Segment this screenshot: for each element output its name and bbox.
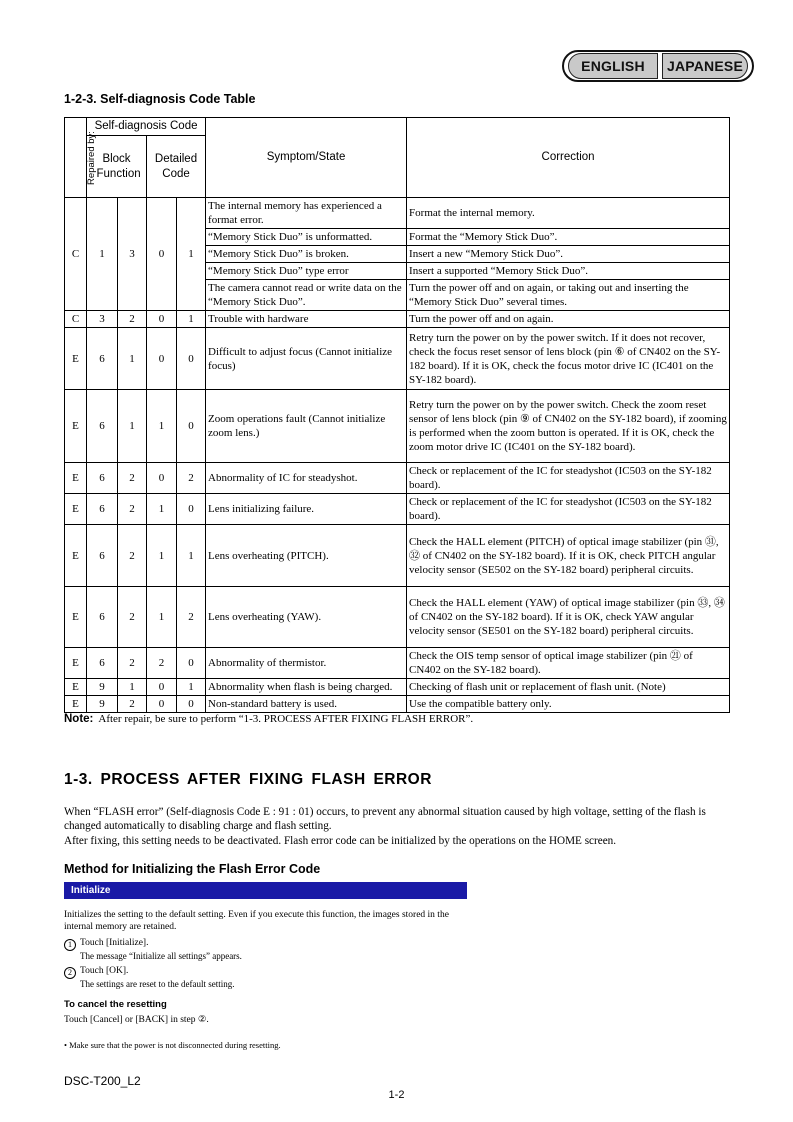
block-code-cell: 6 <box>87 648 118 679</box>
block-code-cell: 2 <box>118 525 147 587</box>
detailed-code-cell: 0 <box>177 648 206 679</box>
block-code-cell: 2 <box>118 696 147 713</box>
symptom-cell: The internal memory has experienced a format error. <box>206 198 407 229</box>
repaired-by-cell: E <box>65 648 87 679</box>
table-row <box>65 463 730 494</box>
block-code-cell: 6 <box>87 587 118 648</box>
block-code-cell: 6 <box>87 463 118 494</box>
repaired-by-cell: E <box>65 525 87 587</box>
symptom-cell: “Memory Stick Duo” is broken. <box>206 246 407 263</box>
intro-paragraph: When “FLASH error” (Self-diagnosis Code E : 91 : 01) occurs, to prevent any abnormal situation caused by high voltage, setting of the flash is changed automatically to disabling charge and flash setting. <box>64 806 706 832</box>
repair-note: Note: After repair, be sure to perform “1-3. PROCESS AFTER FIXING FLASH ERROR”. <box>64 713 474 725</box>
detailed-code-cell: 0 <box>147 679 177 696</box>
table-row <box>65 494 730 525</box>
table-row <box>65 525 730 587</box>
detailed-code-cell: 1 <box>177 679 206 696</box>
correction-cell: Check or replacement of the IC for steadyshot (IC503 on the SY-182 board). <box>407 494 730 525</box>
section-heading: 1-3. PROCESS AFTER FIXING FLASH ERROR <box>64 771 432 788</box>
detailed-code-cell: 2 <box>177 587 206 648</box>
symptom-cell: Abnormality of IC for steadyshot. <box>206 463 407 494</box>
block-code-cell: 6 <box>87 390 118 463</box>
symptom-cell: Lens initializing failure. <box>206 494 407 525</box>
correction-cell: Format the “Memory Stick Duo”. <box>407 229 730 246</box>
cancel-text: Touch [Cancel] or [BACK] in step ②. <box>64 1015 209 1025</box>
block-code-cell: 2 <box>118 648 147 679</box>
block-function-header: Block Function <box>87 136 147 198</box>
step-1-sub: The message “Initialize all settings” appears. <box>80 951 242 961</box>
step-1: 1 Touch [Initialize]. <box>64 937 148 951</box>
correction-cell: Turn the power off and on again. <box>407 311 730 328</box>
symptom-cell: Abnormality when flash is being charged. <box>206 679 407 696</box>
symptom-cell: “Memory Stick Duo” is unformatted. <box>206 229 407 246</box>
symptom-cell: Lens overheating (PITCH). <box>206 525 407 587</box>
repaired-by-cell: C <box>65 198 87 311</box>
detailed-code-cell: 1 <box>147 390 177 463</box>
detailed-code-cell: 2 <box>147 648 177 679</box>
table-row <box>65 311 730 328</box>
table-row <box>65 198 730 229</box>
correction-header: Correction <box>407 118 730 198</box>
step-2: 2 Touch [OK]. <box>64 965 128 979</box>
block-code-cell: 2 <box>118 311 147 328</box>
correction-cell: Insert a new “Memory Stick Duo”. <box>407 246 730 263</box>
detailed-code-cell: 0 <box>177 494 206 525</box>
section-title: 1-2-3. Self-diagnosis Code Table <box>64 92 256 106</box>
detailed-code-cell: 1 <box>147 494 177 525</box>
detailed-code-cell: 1 <box>177 198 206 311</box>
detailed-code-cell: 0 <box>147 696 177 713</box>
symptom-header: Symptom/State <box>206 118 407 198</box>
repaired-by-cell: E <box>65 696 87 713</box>
symptom-cell: Lens overheating (YAW). <box>206 587 407 648</box>
block-code-cell: 6 <box>87 328 118 390</box>
symptom-cell: Trouble with hardware <box>206 311 407 328</box>
correction-cell: Check or replacement of the IC for steadyshot (IC503 on the SY-182 board). <box>407 463 730 494</box>
detailed-code-cell: 0 <box>177 696 206 713</box>
english-button[interactable]: ENGLISH <box>568 53 658 79</box>
model-number: DSC-T200_L2 <box>64 1074 141 1088</box>
correction-cell: Checking of flash unit or replacement of flash unit. (Note) <box>407 679 730 696</box>
detailed-code-cell: 0 <box>147 463 177 494</box>
detailed-code-cell: 2 <box>177 463 206 494</box>
detailed-code-cell: 1 <box>147 525 177 587</box>
repaired-by-cell: E <box>65 587 87 648</box>
symptom-cell: Non-standard battery is used. <box>206 696 407 713</box>
self-diag-code-header: Self-diagnosis Code <box>87 118 206 136</box>
symptom-cell: Abnormality of thermistor. <box>206 648 407 679</box>
table-row <box>65 648 730 679</box>
symptom-cell: The camera cannot read or write data on the “Memory Stick Duo”. <box>206 280 407 311</box>
symptom-cell: Difficult to adjust focus (Cannot initialize focus) <box>206 328 407 390</box>
block-code-cell: 2 <box>118 587 147 648</box>
initialize-bar: Initialize <box>64 882 467 899</box>
japanese-button[interactable]: JAPANESE <box>662 53 748 79</box>
block-code-cell: 3 <box>87 311 118 328</box>
repaired-by-header: Repaired by: <box>65 118 87 198</box>
self-diagnosis-table <box>64 117 730 713</box>
symptom-cell: Zoom operations fault (Cannot initialize zoom lens.) <box>206 390 407 463</box>
block-code-cell: 1 <box>118 679 147 696</box>
caution-bullet: • Make sure that the power is not disconnected during resetting. <box>64 1040 281 1050</box>
correction-cell: Use the compatible battery only. <box>407 696 730 713</box>
detailed-code-cell: 1 <box>177 311 206 328</box>
repaired-by-cell: E <box>65 390 87 463</box>
correction-cell: Insert a supported “Memory Stick Duo”. <box>407 263 730 280</box>
after-fixing-paragraph: After fixing, this setting needs to be deactivated. Flash error code can be initialized by the operations on the HOME screen. <box>64 835 617 847</box>
detailed-code-cell: 0 <box>147 198 177 311</box>
initialize-description: Initializes the setting to the default setting. Even if you execute this function, the images stored in the internal memory are retained. <box>64 910 449 932</box>
correction-cell: Check the HALL element (PITCH) of optical image stabilizer (pin ㉛, ㉜ of CN402 on the SY-182 board). If it is OK, check PITCH angular velocity sensor (SE502 on the SY-182 board) peripheral circuits. <box>407 525 730 587</box>
repaired-by-cell: E <box>65 328 87 390</box>
correction-cell: Check the OIS temp sensor of optical image stabilizer (pin ㉑ of CN402 on the SY-182 board). <box>407 648 730 679</box>
detailed-code-cell: 0 <box>147 328 177 390</box>
block-code-cell: 9 <box>87 696 118 713</box>
correction-cell: Format the internal memory. <box>407 198 730 229</box>
block-code-cell: 2 <box>118 463 147 494</box>
block-code-cell: 6 <box>87 525 118 587</box>
table-row <box>65 328 730 390</box>
block-code-cell: 1 <box>118 328 147 390</box>
repaired-by-cell: E <box>65 679 87 696</box>
detailed-code-cell: 0 <box>177 390 206 463</box>
repaired-by-cell: C <box>65 311 87 328</box>
language-toggle <box>562 50 754 82</box>
table-row <box>65 390 730 463</box>
correction-cell: Retry turn the power on by the power switch. Check the zoom reset sensor of lens block (pin ⑨ of CN402 on the SY-182 board), if zooming is performed when the zoom button is operated. If it is OK, check the zoom motor drive IC (IC401 on the SY-182 board). <box>407 390 730 463</box>
repaired-by-cell: E <box>65 494 87 525</box>
block-code-cell: 1 <box>118 390 147 463</box>
block-code-cell: 9 <box>87 679 118 696</box>
detailed-code-header: Detailed Code <box>147 136 206 198</box>
block-code-cell: 1 <box>87 198 118 311</box>
cancel-heading: To cancel the resetting <box>64 999 167 1010</box>
block-code-cell: 6 <box>87 494 118 525</box>
page-number: 1-2 <box>388 1089 405 1101</box>
block-code-cell: 3 <box>118 198 147 311</box>
correction-cell: Retry turn the power on by the power switch. If it does not recover, check the focus reset sensor of lens block (pin ⑥ of CN402 on the SY-182 board). If it is OK, check the focus motor drive IC (IC401 on the SY-182 board). <box>407 328 730 390</box>
block-code-cell: 2 <box>118 494 147 525</box>
detailed-code-cell: 1 <box>177 525 206 587</box>
step-2-sub: The settings are reset to the default setting. <box>80 979 235 989</box>
detailed-code-cell: 0 <box>177 328 206 390</box>
repaired-by-cell: E <box>65 463 87 494</box>
symptom-cell: “Memory Stick Duo” type error <box>206 263 407 280</box>
correction-cell: Check the HALL element (YAW) of optical image stabilizer (pin ㉝, ㉞ of CN402 on the SY-182 board). If it is OK, check YAW angular velocity sensor (SE501 on the SY-182 board) peripheral circuits. <box>407 587 730 648</box>
table-row <box>65 587 730 648</box>
detailed-code-cell: 1 <box>147 587 177 648</box>
detailed-code-cell: 0 <box>147 311 177 328</box>
table-row <box>65 679 730 696</box>
method-heading: Method for Initializing the Flash Error Code <box>64 862 321 876</box>
table-row <box>65 696 730 713</box>
correction-cell: Turn the power off and on again, or taking out and inserting the “Memory Stick Duo” several times. <box>407 280 730 311</box>
